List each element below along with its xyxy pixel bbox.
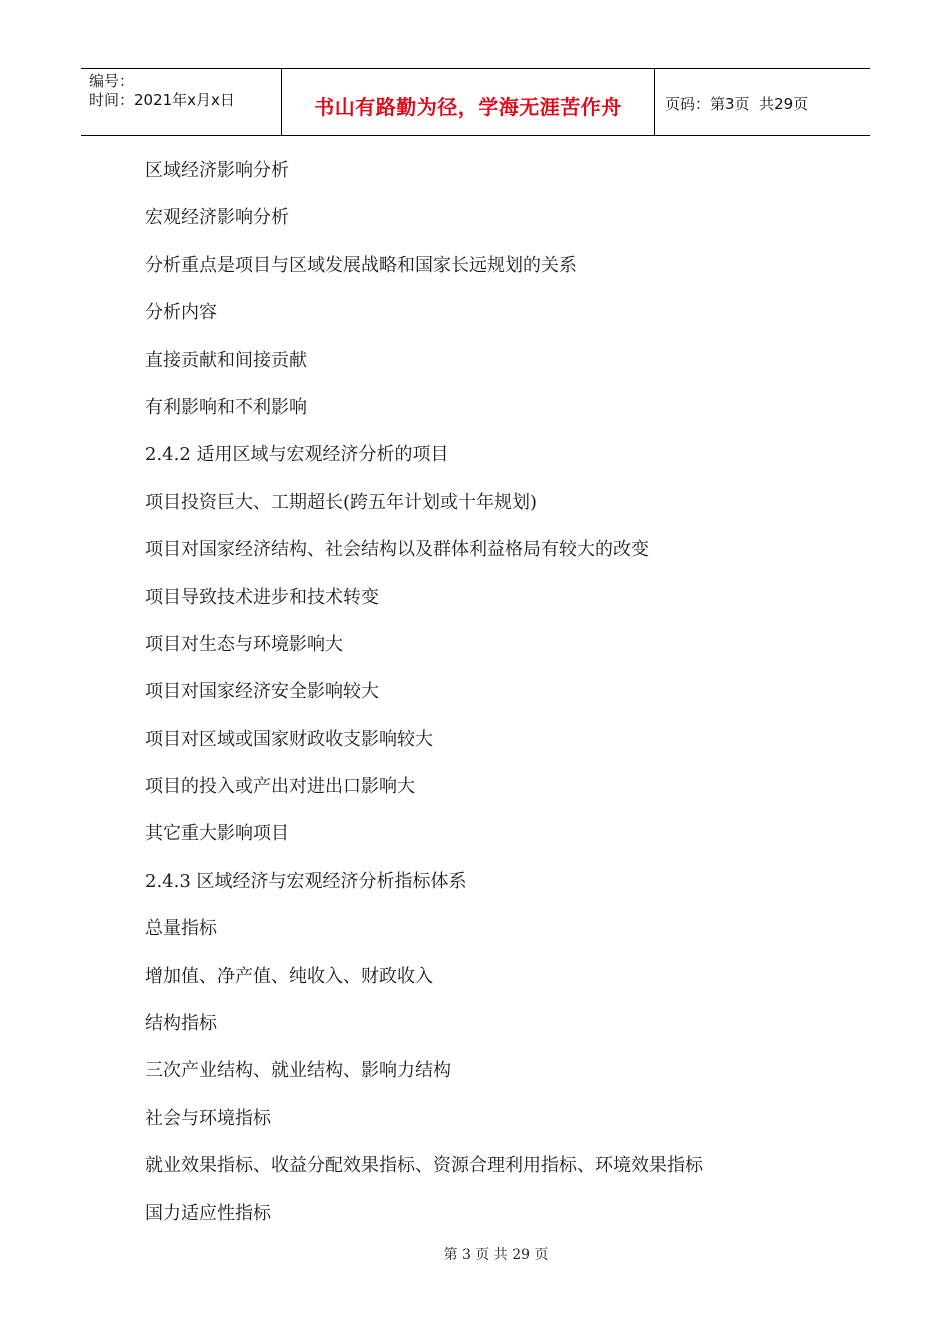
body-line: 项目投资巨大、工期超长(跨五年计划或十年规划) (145, 491, 538, 513)
body-line: 项目导致技术进步和技术转变 (145, 586, 379, 608)
body-line: 分析重点是项目与区域发展战略和国家长远规划的关系 (145, 254, 577, 276)
body-line: 社会与环境指标 (145, 1107, 271, 1129)
body-line: 总量指标 (145, 918, 217, 940)
header-motto-cell (282, 69, 655, 135)
body-line: 分析内容 (145, 302, 217, 324)
body-line: 结构指标 (145, 1013, 217, 1035)
body-line: 增加值、净产值、纯收入、财政收入 (145, 965, 433, 987)
section-heading: 2.4.2 适用区域与宏观经济分析的项目 (145, 444, 449, 466)
page-header (81, 68, 870, 136)
body-line: 三次产业结构、就业结构、影响力结构 (145, 1060, 451, 1082)
body-line: 项目对生态与环境影响大 (145, 633, 343, 655)
body-line: 项目的投入或产出对进出口影响大 (145, 776, 415, 798)
number-label: 编号： (89, 72, 135, 90)
body-line: 宏观经济影响分析 (145, 207, 289, 229)
body-line: 项目对国家经济结构、社会结构以及群体利益格局有较大的改变 (145, 539, 649, 561)
header-meta (81, 69, 282, 135)
body-line: 项目对国家经济安全影响较大 (145, 681, 379, 703)
page-footer: 第 3 页 共 29 页 (443, 1247, 549, 1263)
body-line: 其它重大影响项目 (145, 823, 289, 845)
body-line: 直接贡献和间接贡献 (145, 349, 307, 371)
body-line: 项目对区域或国家财政收支影响较大 (145, 728, 433, 750)
document-body (145, 154, 865, 1244)
section-heading: 2.4.3 区域经济与宏观经济分析指标体系 (145, 870, 467, 892)
header-motto: 书山有路勤为径，学海无涯苦作舟 (314, 94, 622, 119)
body-line: 区域经济影响分析 (145, 160, 289, 181)
body-line: 国力适应性指标 (145, 1202, 271, 1224)
body-line: 就业效果指标、收益分配效果指标、资源合理利用指标、环境效果指标 (145, 1155, 703, 1177)
body-line: 有利影响和不利影响 (145, 396, 307, 418)
date-label: 时间：2021年x月x日 (89, 91, 235, 109)
header-page-code: 页码：第3页 共29页 (665, 94, 809, 113)
